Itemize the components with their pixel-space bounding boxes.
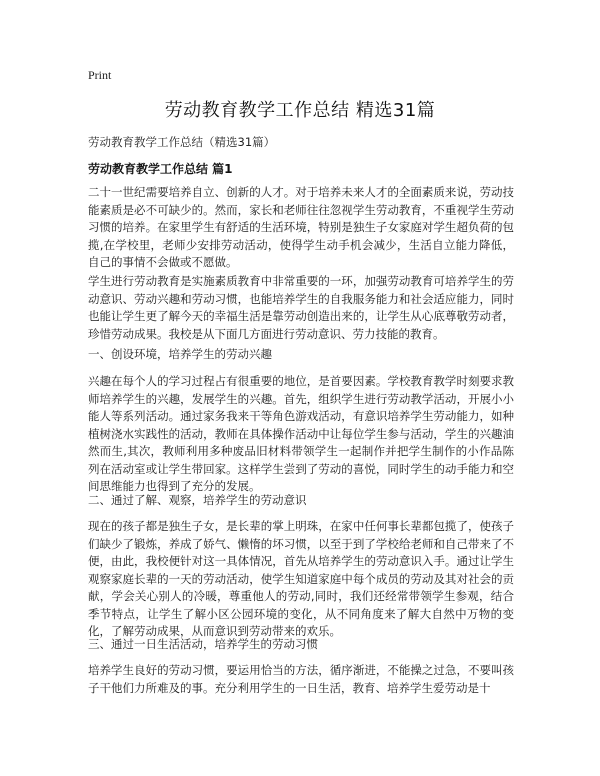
heading-2: 二、通过了解、观察，培养学生的劳动意识	[88, 493, 307, 507]
print-label: Print	[88, 68, 112, 82]
document-title: 劳动教育教学工作总结 精选31篇	[164, 100, 436, 121]
paragraph-3: 兴趣在每个人的学习过程占有很重要的地位，是首要因素。学校教育教学时刻要求教师培养学生的兴趣，发展学生的兴趣。首先，组织学生进行劳动教学活动，开展小小能人等系列活动。通过家务我来干等角色游戏活动，有意识培养学生劳动能力，如种植树浇水实践性的活动，教师在具体操作活动中让每位学生参与活动，学生的兴趣油然而生,其次，教师利用多种废品旧材料带领学生一起制作并把学生制作的小作品陈列在活动室或让学生带回家。这样学生尝到了劳动的喜悦，同时学生的动手能力和空间思维能力也得到了充分的发展。	[88, 374, 514, 493]
heading-3: 三、通过一日生活活动，培养学生的劳动习惯	[88, 637, 318, 651]
document-subtitle: 劳动教育教学工作总结（精选31篇）	[88, 135, 276, 149]
paragraph-2: 学生进行劳动教育是实施素质教育中非常重要的一环，加强劳动教育可培养学生的劳动意识、劳动兴趣和劳动习惯，也能培养学生的自我服务能力和社会适应能力，同时也能让学生更了解今天的幸福生活是靠劳动创造出来的，让学生从心底尊敬劳动者，珍惜劳动成果。我校是从下面几方面进行劳动意识、劳力技能的教育。	[88, 274, 514, 341]
heading-1: 一、创设环境，培养学生的劳动兴趣	[88, 347, 272, 361]
paragraph-1: 二十一世纪需要培养自立、创新的人才。对于培养未来人才的全面素质来说，劳动技能素质是必不可缺少的。然而，家长和老师往往忽视学生劳动教育，不重视学生劳动习惯的培养。在家里学生有舒适的生活环境，特别是独生子女家庭对学生超负荷的包揽,在学校里，老师少安排劳动活动，使得学生动手机会减少，生活自立能力降低，自己的事情不会做或不愿做。	[88, 185, 514, 269]
paragraph-5: 培养学生良好的劳动习惯，要运用恰当的方法，循序渐进，不能操之过急，不要叫孩子干他们力所难及的事。充分利用学生的一日生活，教育、培养学生爱劳动是十	[88, 663, 514, 695]
paragraph-4: 现在的孩子都是独生子女，是长辈的掌上明珠，在家中任何事长辈都包揽了，使孩子们缺少了锻炼，养成了娇气、懒惰的坏习惯，以至于到了学校给老师和自己带来了不便，由此，我校便针对这一具体情况，首先从培养学生的劳动意识入手。通过让学生观察家庭长辈的一天的劳动活动，使学生知道家庭中每个成员的劳动及其对社会的贡献，学会关心别人的冷暖，尊重他人的劳动,同时，我们还经常带领学生参观，结合季节特点，让学生了解小区公园环境的变化，从不同角度来了解大自然中万物的变化，了解劳动成果，从而意识到劳动带来的欢乐。	[88, 519, 514, 638]
section-title: 劳动教育教学工作总结 篇1	[88, 162, 233, 176]
